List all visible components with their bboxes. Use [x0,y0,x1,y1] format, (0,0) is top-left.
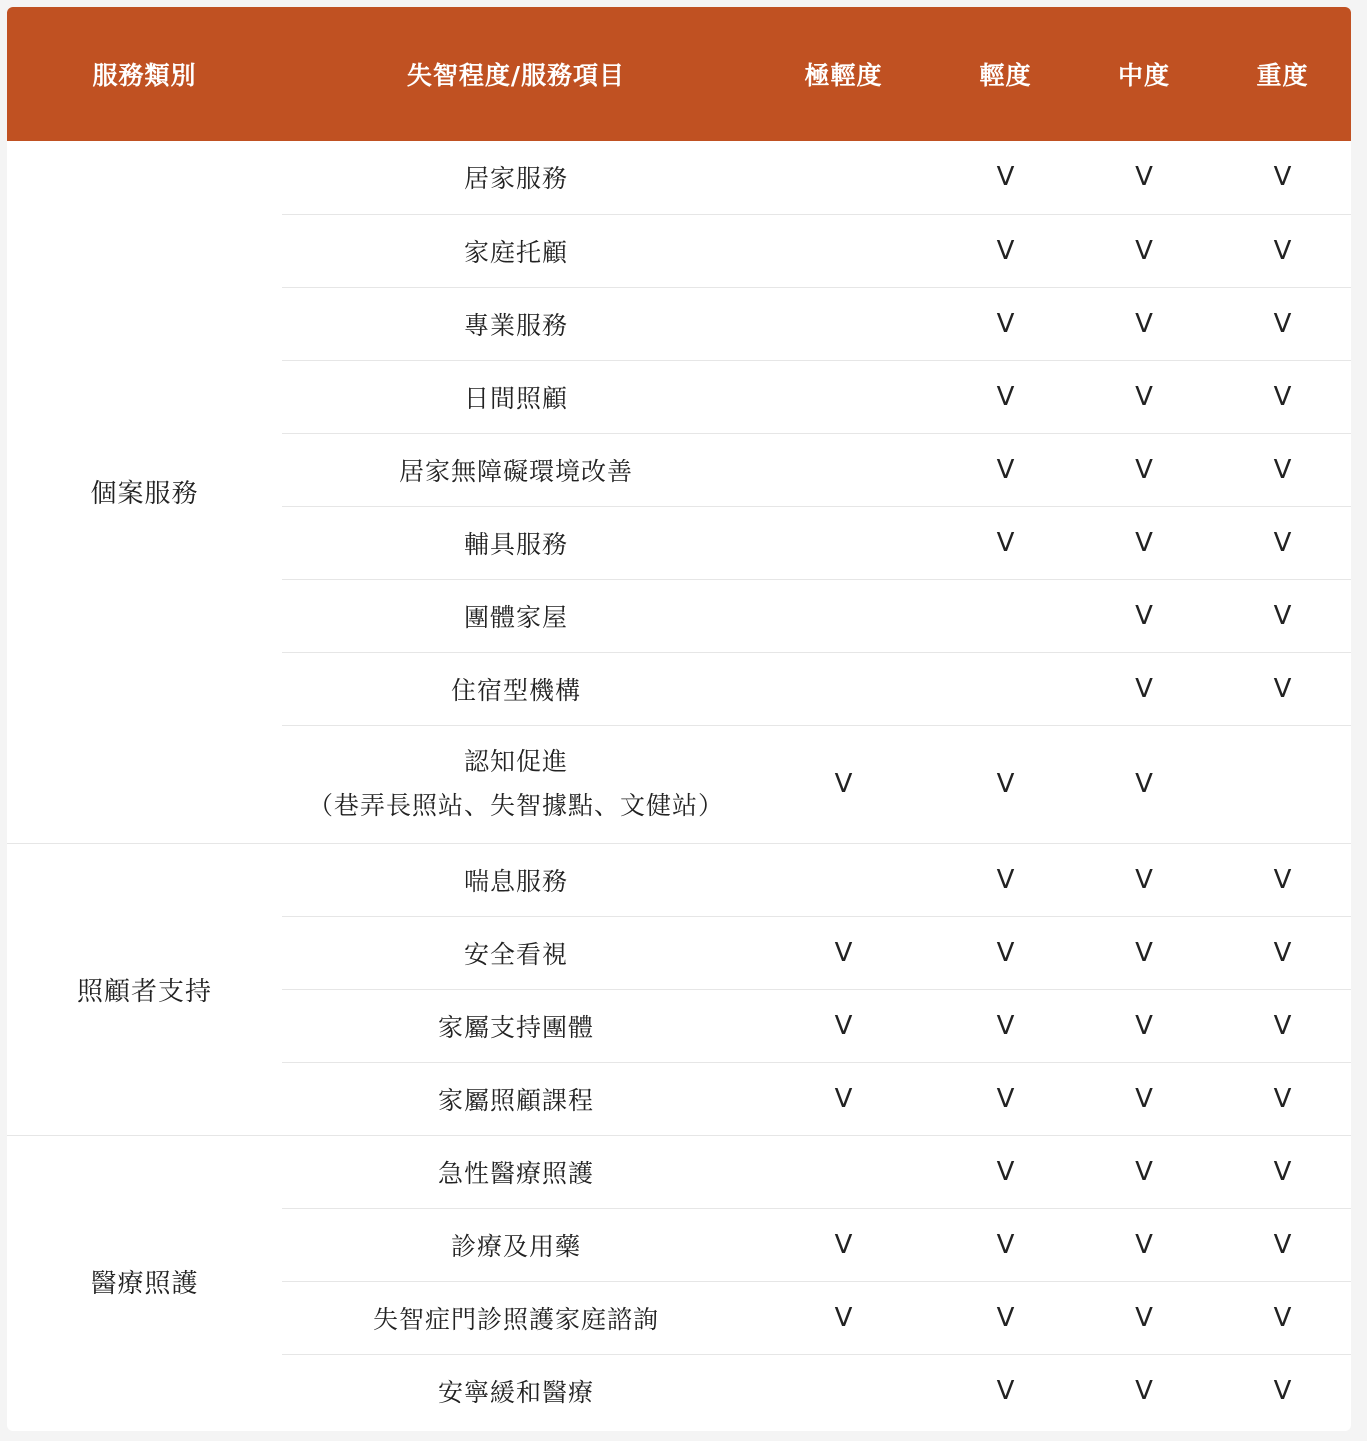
level-mark-mild: V [937,725,1074,843]
service-item-cell: 家庭托顧 [282,214,750,287]
level-mark-mild: V [937,1135,1074,1208]
service-item-name: 認知促進 [463,747,568,776]
level-mark-very-mild [750,433,937,506]
level-mark-mild: V [937,1208,1074,1281]
table-body [7,141,1351,1427]
header-moderate: 中度 [1074,7,1214,141]
level-mark-severe: V [1214,1062,1351,1135]
level-mark-very-mild: V [750,1281,937,1354]
level-mark-severe: V [1214,1208,1351,1281]
level-mark-severe: V [1214,433,1351,506]
category-cell: 照顧者支持 [7,843,282,1135]
header-item: 失智程度/服務項目 [282,7,750,141]
service-item-cell: 住宿型機構 [282,652,750,725]
level-mark-severe: V [1214,287,1351,360]
service-item-cell: 居家服務 [282,141,750,214]
service-item-cell: 診療及用藥 [282,1208,750,1281]
level-mark-very-mild: V [750,1208,937,1281]
level-mark-severe: V [1214,141,1351,214]
level-mark-severe: V [1214,360,1351,433]
level-mark-mild: V [937,360,1074,433]
service-item-cell: 安寧緩和醫療 [437,1377,594,1407]
level-mark-very-mild: V [750,916,937,989]
level-mark-mild: V [996,1375,1015,1406]
header-mild: 輕度 [937,7,1074,141]
level-mark-moderate: V [1135,1375,1153,1406]
level-mark-severe: V [1214,506,1351,579]
level-mark-moderate: V [1074,1135,1214,1208]
header-category: 服務類別 [7,7,282,141]
category-cell: 個案服務 [7,141,282,843]
header-severe: 重度 [1214,7,1351,141]
level-mark-very-mild [750,287,937,360]
service-item-cell: 團體家屋 [282,579,750,652]
level-mark-mild: V [937,1062,1074,1135]
level-mark-severe: V [1214,916,1351,989]
service-item-cell: 日間照顧 [282,360,750,433]
service-item-subtitle: （巷弄長照站、失智據點、文健站） [307,791,724,820]
level-mark-moderate: V [1074,214,1214,287]
service-item-cell: 專業服務 [282,287,750,360]
level-mark-mild: V [937,989,1074,1062]
level-mark-moderate: V [1074,989,1214,1062]
level-mark-very-mild [750,360,937,433]
level-mark-mild: V [937,141,1074,214]
level-mark-mild: V [937,506,1074,579]
level-mark-moderate: V [1074,843,1214,916]
dementia-service-table [7,7,1351,1427]
level-mark-severe: V [1214,1135,1351,1208]
level-mark-mild: V [937,1281,1074,1354]
service-item-cell: 急性醫療照護 [282,1135,750,1208]
level-mark-very-mild [750,1135,937,1208]
level-mark-moderate: V [1074,1208,1214,1281]
service-item-cell: 失智症門診照護家庭諮詢 [282,1281,750,1354]
header-very-mild: 極輕度 [750,7,937,141]
header-row [7,7,1351,141]
level-mark-mild: V [937,916,1074,989]
service-item-cell: 家屬支持團體 [282,989,750,1062]
level-mark-mild [937,579,1074,652]
level-mark-severe: V [1273,1375,1292,1406]
table-row [7,1135,1351,1208]
level-mark-moderate: V [1074,1062,1214,1135]
service-table-card [7,7,1351,1431]
level-mark-mild: V [937,287,1074,360]
level-mark-very-mild: V [750,989,937,1062]
level-mark-severe: V [1214,843,1351,916]
level-mark-moderate: V [1074,433,1214,506]
service-item-cell: 家屬照顧課程 [282,1062,750,1135]
level-mark-moderate: V [1074,652,1214,725]
level-mark-mild: V [937,843,1074,916]
level-mark-moderate: V [1074,506,1214,579]
level-mark-very-mild [750,506,937,579]
table-row [7,843,1351,916]
level-mark-very-mild [750,214,937,287]
level-mark-moderate: V [1074,1281,1214,1354]
level-mark-moderate: V [1074,579,1214,652]
level-mark-very-mild [750,1354,937,1427]
level-mark-moderate: V [1074,916,1214,989]
level-mark-severe: V [1214,1281,1351,1354]
table-header [7,7,1351,141]
level-mark-very-mild [750,579,937,652]
service-item-cell: 輔具服務 [282,506,750,579]
level-mark-severe [1214,725,1351,843]
service-item-cell: 喘息服務 [282,843,750,916]
level-mark-severe: V [1214,579,1351,652]
level-mark-mild: V [937,433,1074,506]
level-mark-severe: V [1214,989,1351,1062]
level-mark-severe: V [1214,652,1351,725]
level-mark-mild [937,652,1074,725]
level-mark-moderate: V [1074,360,1214,433]
level-mark-very-mild: V [750,725,937,843]
level-mark-moderate: V [1074,141,1214,214]
level-mark-very-mild [750,141,937,214]
table-row [7,141,1351,214]
level-mark-mild: V [937,214,1074,287]
category-cell: 醫療照護 [90,1268,199,1299]
level-mark-very-mild [750,843,937,916]
level-mark-moderate: V [1074,287,1214,360]
service-item-cell: 居家無障礙環境改善 [282,433,750,506]
service-item-cell: 安全看視 [282,916,750,989]
level-mark-severe: V [1214,214,1351,287]
level-mark-very-mild: V [750,1062,937,1135]
service-item-cell [282,725,750,843]
level-mark-moderate: V [1074,725,1214,843]
level-mark-very-mild [750,652,937,725]
